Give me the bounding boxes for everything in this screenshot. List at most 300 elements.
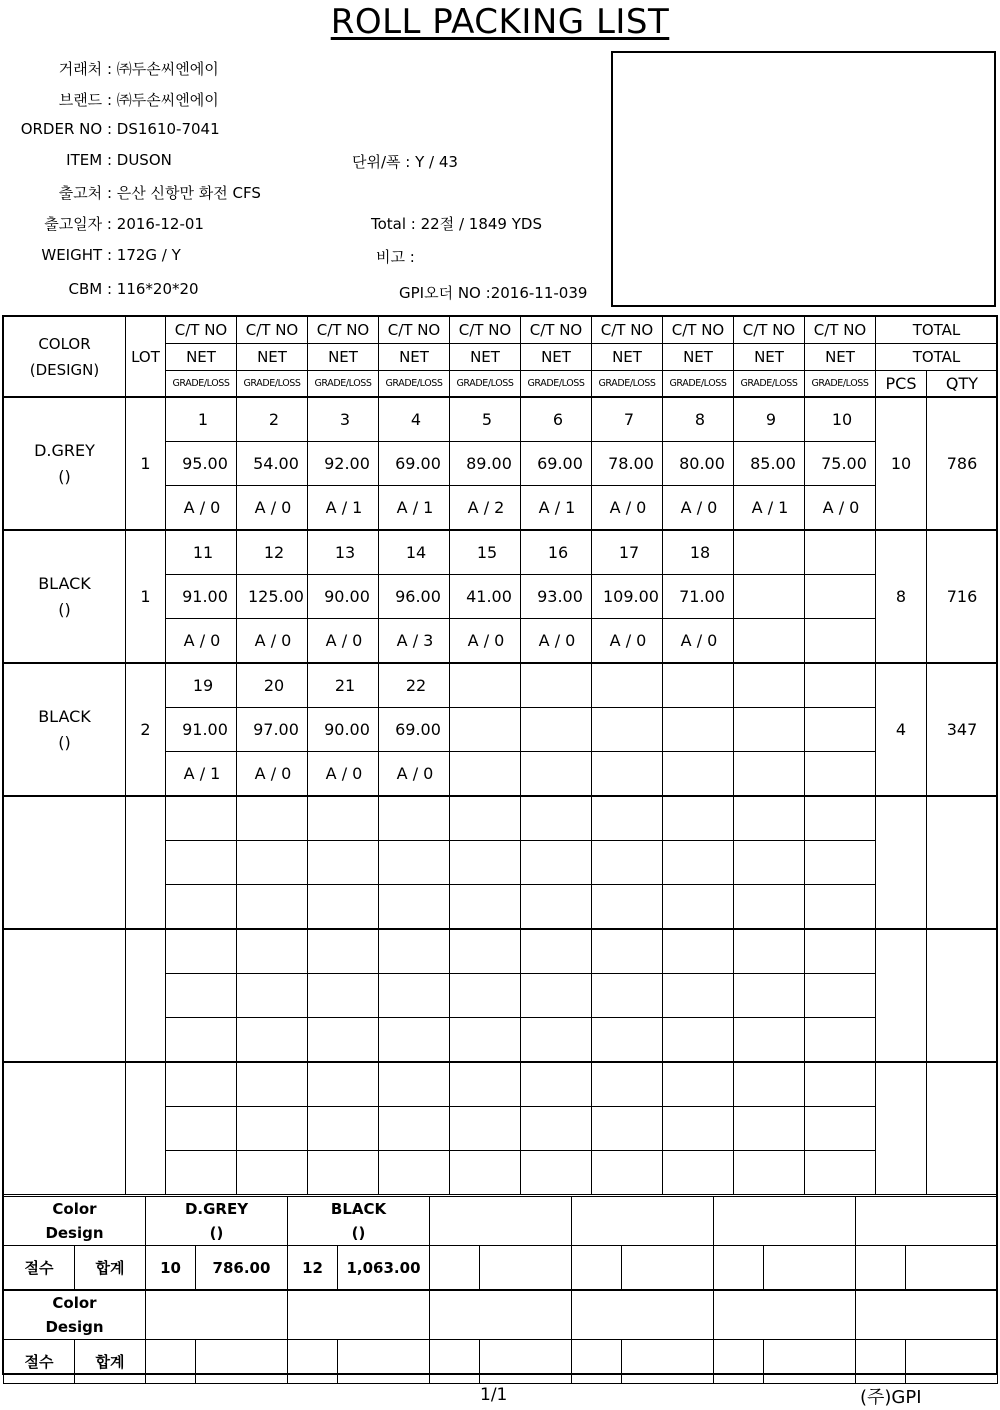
summary-rolls [856, 1340, 906, 1384]
group-pcs [876, 1062, 927, 1195]
grade-cell [450, 1151, 521, 1195]
stamp-box [611, 51, 996, 307]
summary-color: D.GREY [184, 1200, 249, 1218]
summary-total [764, 1340, 856, 1384]
ctno-cell [521, 1062, 592, 1107]
summary-rolls [572, 1246, 622, 1291]
ctno-cell [805, 929, 876, 974]
ctno-cell [663, 1062, 734, 1107]
summary-color-label-cell [4, 1197, 146, 1246]
ctno-cell [592, 929, 663, 974]
grade-cell [805, 1018, 876, 1063]
ctno-cell [734, 796, 805, 841]
grade-cell: A / 0 [379, 752, 450, 797]
ctno-cell [805, 663, 876, 708]
grade-loss-header: GRADE/LOSS [308, 371, 379, 398]
grade-loss-header: GRADE/LOSS [734, 371, 805, 398]
ctno-cell: 21 [308, 663, 379, 708]
summary-color-cell [856, 1290, 998, 1340]
summary-total [480, 1246, 572, 1291]
summary-color-row [4, 1197, 998, 1246]
ctno-header: C/T NO [379, 317, 450, 344]
group-qty: 786 [927, 397, 998, 530]
net-cell: 41.00 [450, 575, 521, 619]
grade-cell [592, 885, 663, 930]
group-qty [927, 929, 998, 1062]
shipfrom-label: 출고처 : [58, 184, 112, 202]
net-cell [805, 1107, 876, 1151]
group-color-cell [4, 1062, 126, 1195]
net-header: NET [379, 344, 450, 371]
net-cell [805, 575, 876, 619]
ctno-cell [379, 929, 450, 974]
grade-cell [805, 1151, 876, 1195]
net-cell: 78.00 [592, 442, 663, 486]
net-cell [308, 841, 379, 885]
grade-cell: A / 3 [379, 619, 450, 664]
ctno-cell: 3 [308, 397, 379, 442]
customer-row [0, 58, 219, 79]
ctno-cell: 19 [166, 663, 237, 708]
grade-cell: A / 0 [592, 619, 663, 664]
grade-cell: A / 0 [663, 486, 734, 531]
net-cell [521, 708, 592, 752]
net-header: NET [521, 344, 592, 371]
ctno-cell [521, 929, 592, 974]
lot-header: LOT [126, 317, 166, 398]
net-cell: 89.00 [450, 442, 521, 486]
net-cell: 95.00 [166, 442, 237, 486]
net-cell: 71.00 [663, 575, 734, 619]
group-qty: 716 [927, 530, 998, 663]
grade-loss-header: GRADE/LOSS [166, 371, 237, 398]
ctno-cell: 14 [379, 530, 450, 575]
summary-total: 786.00 [196, 1246, 288, 1291]
ctno-header: C/T NO [592, 317, 663, 344]
summary-rolls [572, 1340, 622, 1384]
group-lot: 1 [126, 397, 166, 530]
ctno-cell [166, 796, 237, 841]
group-qty [927, 1062, 998, 1195]
ctno-cell [166, 929, 237, 974]
summary-color-cell [288, 1197, 430, 1246]
summary-rolls: 10 [146, 1246, 196, 1291]
brand-label: 브랜드 : [58, 91, 112, 109]
group-color-cell [4, 796, 126, 929]
summary-color-cell [714, 1197, 856, 1246]
summary-table [3, 1196, 998, 1384]
shipdate-value: 2016-12-01 [116, 215, 204, 233]
ctno-cell [237, 796, 308, 841]
net-cell: 69.00 [521, 442, 592, 486]
ctno-cell [450, 663, 521, 708]
net-cell [663, 1107, 734, 1151]
grade-cell: A / 0 [663, 619, 734, 664]
ctno-header: C/T NO [308, 317, 379, 344]
gpi-order-no: GPI오더 NO :2016-11-039 [399, 284, 588, 302]
ctno-cell [592, 1062, 663, 1107]
ctno-cell [521, 663, 592, 708]
total-header: TOTAL [876, 344, 998, 371]
ctno-cell [805, 796, 876, 841]
grade-cell: A / 1 [734, 486, 805, 531]
cbm-row [0, 280, 199, 298]
net-cell [237, 841, 308, 885]
grade-cell: A / 0 [805, 486, 876, 531]
net-header: NET [450, 344, 521, 371]
net-cell: 75.00 [805, 442, 876, 486]
unit-width: 단위/폭 : Y / 43 [352, 153, 458, 171]
grade-cell [450, 1018, 521, 1063]
page-title: ROLL PACKING LIST [330, 2, 670, 42]
shipdate-row [0, 213, 204, 234]
grade-cell: A / 0 [308, 752, 379, 797]
ctno-cell: 17 [592, 530, 663, 575]
net-header: NET [805, 344, 876, 371]
table-row [4, 929, 998, 974]
rolls-label: 절수 [4, 1246, 75, 1291]
grade-cell [379, 1018, 450, 1063]
ctno-cell [592, 663, 663, 708]
weight-value: 172G / Y [116, 246, 181, 264]
net-cell: 69.00 [379, 708, 450, 752]
order-label: ORDER NO : [20, 120, 112, 138]
summary-color-label: Color [52, 1200, 97, 1218]
summary-total [906, 1340, 998, 1384]
ctno-cell [308, 796, 379, 841]
summary-total-row [4, 1246, 998, 1291]
net-cell [379, 841, 450, 885]
ctno-cell: 16 [521, 530, 592, 575]
summary-color-row [4, 1290, 998, 1340]
page-number: 1/1 [480, 1385, 508, 1405]
summary-design: () [351, 1224, 366, 1242]
group-design: () [58, 466, 71, 486]
item-value: DUSON [116, 151, 172, 169]
ctno-cell [308, 929, 379, 974]
grade-loss-header: GRADE/LOSS [379, 371, 450, 398]
group-color-cell [4, 530, 126, 663]
net-cell [734, 1107, 805, 1151]
summary-total [338, 1340, 430, 1384]
grade-cell [734, 1018, 805, 1063]
ctno-cell: 7 [592, 397, 663, 442]
grade-loss-header: GRADE/LOSS [450, 371, 521, 398]
net-cell: 80.00 [663, 442, 734, 486]
ctno-cell [663, 929, 734, 974]
net-header: NET [663, 344, 734, 371]
group-lot [126, 796, 166, 929]
ctno-cell [450, 929, 521, 974]
grade-cell: A / 0 [166, 486, 237, 531]
net-cell [734, 974, 805, 1018]
net-cell: 93.00 [521, 575, 592, 619]
grade-cell: A / 0 [237, 486, 308, 531]
grade-cell [308, 1018, 379, 1063]
ctno-cell: 1 [166, 397, 237, 442]
grade-cell [663, 1018, 734, 1063]
grade-cell [734, 752, 805, 797]
grade-cell [592, 1151, 663, 1195]
grade-cell [734, 619, 805, 664]
net-cell [308, 1107, 379, 1151]
summary-total [622, 1340, 714, 1384]
net-header: NET [592, 344, 663, 371]
color-design-header [4, 317, 126, 398]
grade-cell [237, 1018, 308, 1063]
ctno-header: C/T NO [734, 317, 805, 344]
grade-cell: A / 0 [521, 619, 592, 664]
ctno-header: C/T NO [521, 317, 592, 344]
grade-loss-header: GRADE/LOSS [521, 371, 592, 398]
ctno-cell: 22 [379, 663, 450, 708]
grade-cell [663, 752, 734, 797]
customer-label: 거래처 : [58, 60, 112, 78]
net-cell [734, 841, 805, 885]
ctno-cell: 4 [379, 397, 450, 442]
ctno-cell: 10 [805, 397, 876, 442]
summary-total [196, 1340, 288, 1384]
item-label: ITEM : [66, 151, 112, 169]
summary-total: 1,063.00 [338, 1246, 430, 1291]
net-cell [237, 974, 308, 1018]
group-color: BLACK [38, 706, 91, 726]
grade-cell [521, 1018, 592, 1063]
table-row [4, 663, 998, 708]
ctno-cell: 2 [237, 397, 308, 442]
cbm-value: 116*20*20 [116, 280, 199, 298]
sum-label: 합계 [75, 1340, 146, 1384]
net-cell [450, 974, 521, 1018]
summary-color-cell [430, 1290, 572, 1340]
grade-cell: A / 0 [237, 752, 308, 797]
brand-value: ㈜두손씨엔에이 [116, 91, 219, 109]
grade-cell [166, 1151, 237, 1195]
grade-cell [734, 1151, 805, 1195]
design-header: (DESIGN) [29, 360, 100, 379]
grade-cell: A / 1 [166, 752, 237, 797]
group-design: () [58, 732, 71, 752]
ctno-cell [450, 796, 521, 841]
grade-cell [379, 1151, 450, 1195]
summary-color-cell [714, 1290, 856, 1340]
net-header: NET [166, 344, 237, 371]
ctno-cell [663, 796, 734, 841]
grade-loss-header: GRADE/LOSS [592, 371, 663, 398]
grade-cell: A / 0 [237, 619, 308, 664]
summary-color-cell [572, 1197, 714, 1246]
grade-cell: A / 0 [166, 619, 237, 664]
summary-rolls: 12 [288, 1246, 338, 1291]
table-row [4, 530, 998, 575]
grade-loss-header: GRADE/LOSS [805, 371, 876, 398]
summary-color-cell [288, 1290, 430, 1340]
ctno-cell [521, 796, 592, 841]
grade-cell: A / 2 [450, 486, 521, 531]
cbm-label: CBM : [68, 280, 112, 298]
group-lot [126, 1062, 166, 1195]
ctno-cell [734, 1062, 805, 1107]
ctno-cell: 18 [663, 530, 734, 575]
net-cell [805, 974, 876, 1018]
grade-cell [592, 752, 663, 797]
net-cell [663, 841, 734, 885]
grade-cell [166, 885, 237, 930]
ctno-cell: 11 [166, 530, 237, 575]
rolls-label: 절수 [4, 1340, 75, 1384]
net-cell [166, 1107, 237, 1151]
grade-cell [166, 1018, 237, 1063]
color-header: COLOR [38, 334, 91, 353]
ctno-cell: 20 [237, 663, 308, 708]
group-pcs: 4 [876, 663, 927, 796]
group-qty: 347 [927, 663, 998, 796]
grade-cell [237, 1151, 308, 1195]
net-cell [450, 841, 521, 885]
net-cell [805, 841, 876, 885]
ctno-cell: 13 [308, 530, 379, 575]
grade-cell [521, 752, 592, 797]
net-cell [237, 1107, 308, 1151]
grade-cell [663, 885, 734, 930]
grade-cell: A / 0 [308, 619, 379, 664]
brand-row [0, 89, 219, 110]
ctno-cell [663, 663, 734, 708]
net-header: NET [237, 344, 308, 371]
net-cell [521, 1107, 592, 1151]
summary-color: BLACK [330, 1200, 387, 1218]
group-lot [126, 929, 166, 1062]
grade-cell [450, 885, 521, 930]
group-qty [927, 796, 998, 929]
net-cell [592, 708, 663, 752]
net-header: NET [308, 344, 379, 371]
grade-cell [450, 752, 521, 797]
sum-label: 합계 [75, 1246, 146, 1291]
net-cell [805, 708, 876, 752]
grade-loss-header: GRADE/LOSS [237, 371, 308, 398]
summary-color-cell [146, 1197, 288, 1246]
net-cell [379, 1107, 450, 1151]
group-pcs [876, 929, 927, 1062]
summary-rolls [430, 1246, 480, 1291]
grade-cell [592, 1018, 663, 1063]
net-cell [663, 974, 734, 1018]
ctno-header: C/T NO [166, 317, 237, 344]
shipfrom-row [0, 182, 261, 203]
group-pcs: 10 [876, 397, 927, 530]
group-color-cell [4, 397, 126, 530]
ctno-cell [237, 929, 308, 974]
customer-value: ㈜두손씨엔에이 [116, 60, 219, 78]
summary-rolls [146, 1340, 196, 1384]
net-cell: 96.00 [379, 575, 450, 619]
net-cell [592, 974, 663, 1018]
net-cell [734, 575, 805, 619]
grade-cell [663, 1151, 734, 1195]
net-cell [521, 974, 592, 1018]
ctno-cell: 8 [663, 397, 734, 442]
order-value: DS1610-7041 [116, 120, 220, 138]
group-pcs [876, 796, 927, 929]
ctno-cell: 5 [450, 397, 521, 442]
ctno-cell: 15 [450, 530, 521, 575]
summary-color-cell [572, 1290, 714, 1340]
grade-cell [734, 885, 805, 930]
net-cell: 92.00 [308, 442, 379, 486]
company-name: (주)GPI [860, 1387, 922, 1408]
ctno-cell [379, 1062, 450, 1107]
summary-total [622, 1246, 714, 1291]
pcs-header: PCS [876, 371, 927, 398]
grade-cell [805, 619, 876, 664]
grade-cell [521, 1151, 592, 1195]
summary-color-cell [146, 1290, 288, 1340]
grade-cell: A / 0 [592, 486, 663, 531]
packing-table [3, 316, 998, 1195]
grade-cell [805, 885, 876, 930]
ctno-cell: 6 [521, 397, 592, 442]
net-cell [521, 841, 592, 885]
ctno-cell [734, 929, 805, 974]
net-cell: 97.00 [237, 708, 308, 752]
summary-rolls [714, 1340, 764, 1384]
ctno-cell [308, 1062, 379, 1107]
group-lot: 2 [126, 663, 166, 796]
net-cell [166, 974, 237, 1018]
ctno-header: C/T NO [450, 317, 521, 344]
summary-color-label-cell [4, 1290, 146, 1340]
grade-cell [521, 885, 592, 930]
ctno-cell [805, 1062, 876, 1107]
summary-total [764, 1246, 856, 1291]
weight-label: WEIGHT : [41, 246, 112, 264]
ctno-cell [734, 530, 805, 575]
summary-total [906, 1246, 998, 1291]
grade-cell [379, 885, 450, 930]
group-lot: 1 [126, 530, 166, 663]
grade-cell: A / 1 [379, 486, 450, 531]
ctno-cell: 12 [237, 530, 308, 575]
table-row [4, 397, 998, 442]
grade-cell: A / 1 [521, 486, 592, 531]
ctno-header: C/T NO [805, 317, 876, 344]
net-cell: 54.00 [237, 442, 308, 486]
ctno-cell [237, 1062, 308, 1107]
net-cell [450, 1107, 521, 1151]
summary-rolls [288, 1340, 338, 1384]
ctno-cell [166, 1062, 237, 1107]
ctno-cell [805, 530, 876, 575]
order-row [0, 120, 220, 138]
ctno-cell [379, 796, 450, 841]
group-pcs: 8 [876, 530, 927, 663]
remark-label: 비고 : [376, 248, 415, 266]
net-header: NET [734, 344, 805, 371]
summary-color-cell [856, 1197, 998, 1246]
net-cell: 91.00 [166, 708, 237, 752]
group-color-cell [4, 929, 126, 1062]
group-color-cell [4, 663, 126, 796]
summary-design: () [209, 1224, 224, 1242]
summary-rolls [714, 1246, 764, 1291]
net-cell: 69.00 [379, 442, 450, 486]
table-row [4, 796, 998, 841]
grade-cell: A / 1 [308, 486, 379, 531]
net-cell [166, 841, 237, 885]
summary-total [480, 1340, 572, 1384]
ctno-cell: 9 [734, 397, 805, 442]
